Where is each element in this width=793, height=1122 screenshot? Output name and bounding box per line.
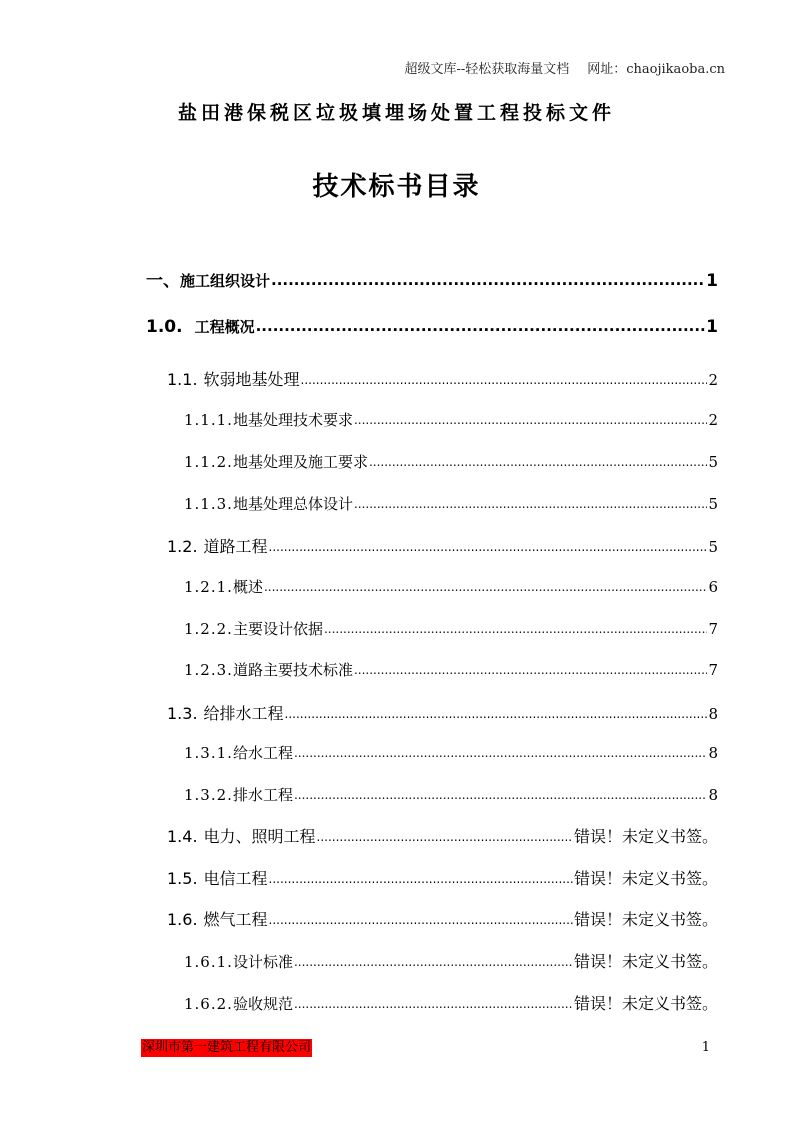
toc-number: 1.1.	[167, 370, 198, 389]
dot-leader	[294, 746, 708, 760]
dot-leader	[269, 913, 573, 927]
toc-number: 1.6.1.	[184, 953, 233, 971]
toc-number: 1.1.2.	[184, 453, 233, 471]
toc-number: 1.6.	[167, 910, 198, 929]
toc-label: 施工组织设计	[180, 272, 271, 290]
toc-page: 7	[708, 661, 718, 679]
document-title: 盐田港保税区垃圾填埋场处置工程投标文件	[177, 102, 615, 124]
toc-number: 1.2.2.	[184, 620, 233, 638]
toc-number: 1.4.	[167, 827, 198, 846]
dot-leader	[354, 663, 708, 677]
toc-label: 主要设计依据	[232, 620, 323, 638]
toc-entry[interactable]	[167, 824, 718, 847]
toc-entry[interactable]	[184, 784, 718, 805]
toc-error-text: 错误！未定义书签。	[573, 910, 718, 929]
toc-error-text: 错误！未定义书签。	[573, 827, 718, 846]
toc-entry[interactable]	[146, 316, 718, 337]
toc-entry[interactable]	[146, 266, 718, 291]
footer-company-name: 深圳市第一建筑工程有限公司	[142, 1040, 312, 1055]
toc-label: 给水工程	[232, 744, 293, 762]
dot-leader	[294, 955, 573, 969]
toc-number: 1.2.1.	[184, 578, 233, 596]
toc-page: 5	[708, 453, 718, 471]
toc-label: 燃气工程	[203, 910, 268, 929]
toc-label: 道路主要技术标准	[232, 661, 353, 679]
toc-page: 7	[708, 620, 718, 638]
toc-label: 电力、照明工程	[203, 827, 316, 846]
dot-leader	[256, 317, 706, 335]
toc-page: 6	[708, 578, 718, 596]
toc-page: 8	[708, 786, 718, 804]
toc-entry[interactable]	[184, 493, 718, 514]
toc-entry[interactable]	[184, 991, 718, 1014]
toc-label: 概述	[232, 578, 263, 596]
dot-leader	[369, 455, 708, 469]
toc-page: 2	[708, 411, 718, 429]
toc-page: 1	[706, 271, 718, 291]
toc-label: 工程概况	[194, 318, 255, 336]
site-slogan: 超级文库--轻松获取海量文档	[404, 62, 570, 77]
toc-entry[interactable]	[184, 451, 718, 472]
toc-label: 道路工程	[203, 537, 268, 556]
dot-leader	[285, 707, 708, 721]
toc-label: 软弱地基处理	[203, 370, 300, 389]
toc-entry[interactable]	[184, 949, 718, 972]
toc-number: 1.2.	[167, 537, 198, 556]
toc-number: 1.1.1.	[184, 411, 233, 429]
toc-page: 5	[708, 538, 718, 556]
toc-number: 1.3.	[167, 704, 198, 723]
dot-leader	[294, 997, 573, 1011]
dot-leader	[324, 622, 708, 636]
toc-page: 5	[708, 495, 718, 513]
toc-entry[interactable]	[184, 742, 718, 763]
toc-error-text: 错误！未定义书签。	[573, 869, 718, 888]
toc-entry[interactable]	[167, 367, 718, 390]
toc-page: 8	[708, 705, 718, 723]
toc-label: 电信工程	[203, 869, 268, 888]
toc-label: 给排水工程	[203, 704, 284, 723]
dot-leader	[269, 872, 573, 886]
dot-leader	[301, 373, 708, 387]
toc-entry[interactable]	[167, 866, 718, 889]
toc-number: 一、	[146, 271, 180, 291]
dot-leader	[354, 497, 708, 511]
toc-entry[interactable]	[184, 576, 718, 597]
toc-error-text: 错误！未定义书签。	[573, 994, 718, 1013]
toc-label: 地基处理及施工要求	[232, 453, 368, 471]
toc-label: 地基处理总体设计	[232, 495, 353, 513]
dot-leader	[264, 580, 708, 594]
toc-page: 1	[706, 317, 718, 337]
dot-leader	[294, 788, 708, 802]
toc-page: 2	[708, 371, 718, 389]
dot-leader	[271, 271, 705, 289]
toc-title: 技术标书目录	[312, 172, 481, 202]
footer-page-number: 1	[701, 1040, 710, 1055]
toc-label: 验收规范	[232, 995, 293, 1013]
toc-number: 1.6.2.	[184, 995, 233, 1013]
page-header	[404, 58, 725, 77]
site-url[interactable]: 网址：chaojikaoba.cn	[587, 62, 725, 77]
toc-page: 8	[708, 744, 718, 762]
toc-number: 1.3.2.	[184, 786, 233, 804]
dot-leader	[269, 540, 708, 554]
toc-number: 1.1.3.	[184, 495, 233, 513]
toc-entry[interactable]	[184, 618, 718, 639]
toc-number: 1.2.3.	[184, 661, 233, 679]
toc-error-text: 错误！未定义书签。	[573, 952, 718, 971]
dot-leader	[354, 413, 708, 427]
toc-entry[interactable]	[167, 701, 718, 724]
dot-leader	[317, 830, 573, 844]
toc-entry[interactable]	[184, 659, 718, 680]
toc-entry[interactable]	[167, 534, 718, 557]
toc-label: 地基处理技术要求	[232, 411, 353, 429]
toc-number: 1.3.1.	[184, 744, 233, 762]
toc-number: 1.5.	[167, 869, 198, 888]
toc-number: 1.0.	[146, 317, 183, 337]
toc-entry[interactable]	[167, 907, 718, 930]
toc-label: 排水工程	[232, 786, 293, 804]
toc-entry[interactable]	[184, 409, 718, 430]
toc-label: 设计标准	[232, 953, 293, 971]
